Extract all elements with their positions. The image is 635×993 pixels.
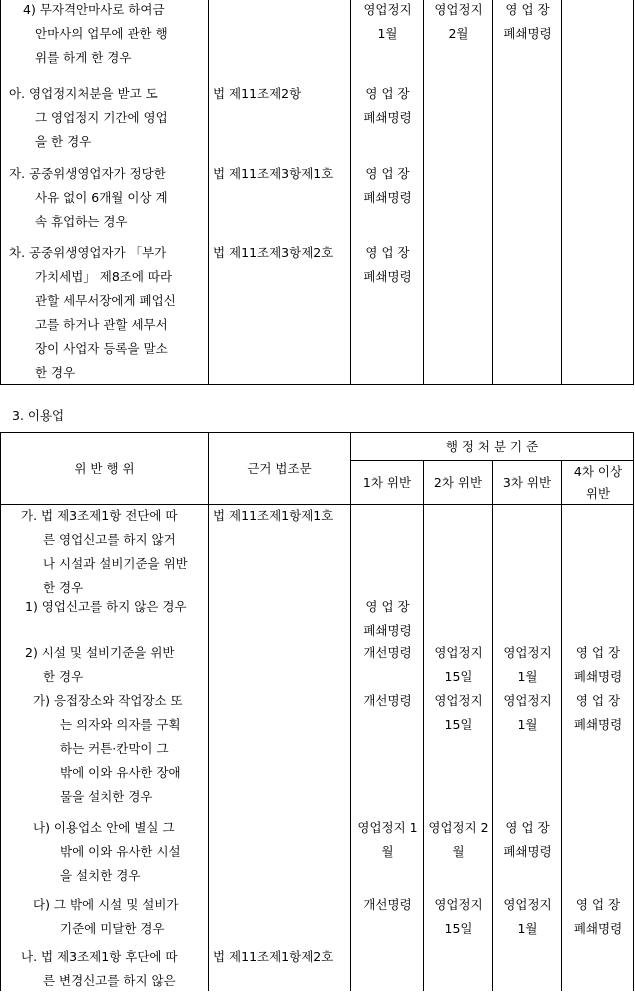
violation-text: 는 의자와 의자를 구획	[60, 717, 181, 732]
second-violation-cell	[424, 816, 493, 864]
violation-text: 기준에 미달한 경우	[60, 921, 165, 936]
penalty-text: 영업정지	[363, 2, 412, 17]
penalty-text: 폐쇄명령	[573, 669, 623, 684]
violation-text: 가. 법 제3조제1항 전단에 따	[21, 508, 178, 523]
violation-text: 을 설치한 경우	[60, 868, 141, 883]
violation-text: 아. 영업정지처분을 받고 도	[9, 86, 158, 101]
violation-text: 위를 하게 한 경우	[35, 50, 132, 65]
penalty-text: 폐쇄명령	[573, 921, 623, 936]
penalty-text: 1월	[517, 921, 538, 936]
penalty-text: 영 업 장	[575, 693, 621, 708]
penalty-text: 월	[381, 844, 394, 859]
header-fourth-line: 4차 이상	[573, 463, 623, 479]
penalty-text: 영업정지	[503, 897, 552, 912]
violation-text: 관할 세무서장에게 폐업신	[35, 293, 176, 308]
law-cell	[210, 162, 354, 186]
violation-cell	[1, 504, 229, 600]
violation-text: 가) 응접장소와 작업장소 또	[33, 693, 183, 708]
penalty-text: 개선명령	[363, 897, 412, 912]
first-violation-cell	[351, 641, 424, 665]
second-violation-cell	[424, 893, 493, 941]
section-title: 3. 이용업	[12, 408, 65, 423]
header-violation: 위 반 행 위	[74, 460, 135, 476]
penalty-text: 영업정지 2	[428, 820, 489, 835]
third-violation-cell	[493, 893, 562, 941]
table-hairdresser-continued	[0, 0, 634, 385]
violation-text: 밖에 이와 유사한 장애	[60, 765, 181, 780]
header-criteria: 행 정 처 분 기 준	[445, 438, 539, 454]
violation-text: 가치세법」 제8조에 따라	[35, 269, 173, 284]
penalty-text: 폐쇄명령	[573, 717, 623, 732]
first-violation-cell	[351, 893, 424, 917]
law-cell	[210, 504, 354, 528]
penalty-text: 영업정지	[503, 693, 552, 708]
violation-text: 나) 이용업소 안에 별실 그	[33, 820, 175, 835]
header-first: 1차 위반	[362, 474, 412, 490]
penalty-text: 영 업 장	[365, 599, 410, 614]
violation-text: 4) 무자격안마사로 하여금	[23, 2, 165, 17]
penalty-text: 1월	[517, 717, 538, 732]
penalty-text: 1월	[377, 26, 398, 41]
violation-cell	[1, 162, 217, 234]
law-text: 법 제11조제3항제2호	[213, 245, 334, 260]
violation-text: 1) 영업신고를 하지 않은 경우	[25, 599, 187, 614]
penalty-text: 영업정지	[434, 2, 483, 17]
law-text: 법 제11조제1항제2호	[213, 949, 334, 964]
violation-text: 한 경우	[35, 365, 76, 380]
fourth-violation-cell	[562, 893, 634, 941]
third-violation-cell	[493, 816, 562, 864]
violation-cell	[1, 893, 241, 941]
header-second: 2차 위반	[433, 474, 483, 490]
violation-cell	[1, 595, 233, 619]
penalty-text: 영 업 장	[575, 897, 621, 912]
penalty-text: 영업정지	[503, 645, 552, 660]
violation-text: 하는 커튼·칸막이 그	[60, 741, 169, 756]
penalty-text: 15일	[444, 717, 473, 732]
penalty-text: 영 업 장	[365, 86, 410, 101]
header-fourth	[562, 461, 634, 504]
fourth-violation-cell	[562, 689, 634, 737]
column-divider	[492, 0, 493, 384]
violation-cell	[1, 241, 217, 385]
penalty-text: 1월	[517, 669, 538, 684]
violation-cell	[1, 816, 241, 888]
penalty-text: 영 업 장	[505, 2, 550, 17]
penalty-text: 폐쇄명령	[503, 26, 552, 41]
violation-text: 른 변경신고를 하지 않은	[43, 973, 176, 988]
penalty-text: 개선명령	[363, 693, 412, 708]
violation-text: 차. 공중위생영업자가 「부가	[9, 245, 167, 260]
violation-text: 장이 사업자 등록을 말소	[35, 341, 168, 356]
penalty-text: 15일	[444, 921, 473, 936]
violation-text: 자. 공중위생영업자가 정당한	[9, 166, 166, 181]
law-cell	[210, 82, 354, 106]
violation-text: 른 영업신고를 하지 않거	[43, 532, 176, 547]
first-violation-cell	[351, 689, 424, 713]
penalty-text: 영업정지	[434, 897, 483, 912]
first-violation-cell	[351, 82, 424, 130]
second-violation-cell	[424, 689, 493, 737]
header-third: 3차 위반	[502, 474, 552, 490]
table-barber	[0, 432, 634, 991]
penalty-text: 폐쇄명령	[503, 844, 552, 859]
violation-text: 나 시설과 설비기준을 위반	[43, 556, 188, 571]
violation-text: 그 영업정지 기간에 영업	[35, 110, 168, 125]
law-cell	[210, 945, 354, 969]
violation-text: 2) 시설 및 설비기준을 위반	[25, 645, 175, 660]
law-text: 법 제11조제2항	[213, 86, 302, 101]
violation-cell	[1, 641, 233, 689]
penalty-text: 폐쇄명령	[363, 190, 412, 205]
violation-text: 물을 설치한 경우	[60, 789, 153, 804]
first-violation-cell	[351, 816, 424, 864]
penalty-text: 영 업 장	[365, 245, 410, 260]
law-cell	[210, 241, 354, 265]
violation-text: 다) 그 밖에 시설 및 설비가	[33, 897, 179, 912]
violation-text: 나. 법 제3조제1항 후단에 따	[21, 949, 178, 964]
penalty-text: 영 업 장	[505, 820, 550, 835]
header-fourth-line: 위반	[585, 485, 611, 501]
third-violation-cell	[493, 689, 562, 737]
penalty-text: 15일	[444, 669, 473, 684]
header-law: 근거 법조문	[247, 460, 312, 476]
violation-text: 안마사의 업무에 관한 행	[35, 26, 168, 41]
violation-cell	[1, 82, 217, 154]
penalty-text: 월	[452, 844, 465, 859]
penalty-text: 영업정지 1	[357, 820, 418, 835]
violation-text: 을 한 경우	[35, 134, 92, 149]
first-violation-cell	[351, 241, 424, 289]
first-violation-cell	[351, 0, 424, 46]
second-violation-cell	[424, 0, 493, 46]
violation-text: 사유 없이 6개월 이상 계	[35, 190, 168, 205]
penalty-text: 폐쇄명령	[363, 110, 412, 125]
violation-cell	[1, 945, 229, 993]
penalty-text: 폐쇄명령	[363, 623, 412, 638]
violation-text: 한 경우	[43, 580, 84, 595]
violation-text: 한 경우	[43, 669, 84, 684]
third-violation-cell	[493, 0, 562, 46]
penalty-text: 영 업 장	[365, 166, 410, 181]
violation-cell	[1, 0, 231, 70]
third-violation-cell	[493, 641, 562, 689]
penalty-text: 영업정지	[434, 693, 483, 708]
penalty-text: 개선명령	[363, 645, 412, 660]
penalty-text: 영업정지	[434, 645, 483, 660]
second-violation-cell	[424, 641, 493, 689]
fourth-violation-cell	[562, 641, 634, 689]
column-divider	[561, 0, 562, 384]
penalty-text: 2월	[448, 26, 469, 41]
law-text: 법 제11조제1항제1호	[213, 508, 334, 523]
penalty-text: 영 업 장	[575, 645, 621, 660]
first-violation-cell	[351, 595, 424, 643]
violation-text: 밖에 이와 유사한 시설	[60, 844, 181, 859]
violation-cell	[1, 689, 241, 809]
violation-text: 고를 하거나 관할 세무서	[35, 317, 168, 332]
law-text: 법 제11조제3항제1호	[213, 166, 334, 181]
violation-text: 속 휴업하는 경우	[35, 214, 128, 229]
penalty-text: 폐쇄명령	[363, 269, 412, 284]
first-violation-cell	[351, 162, 424, 210]
